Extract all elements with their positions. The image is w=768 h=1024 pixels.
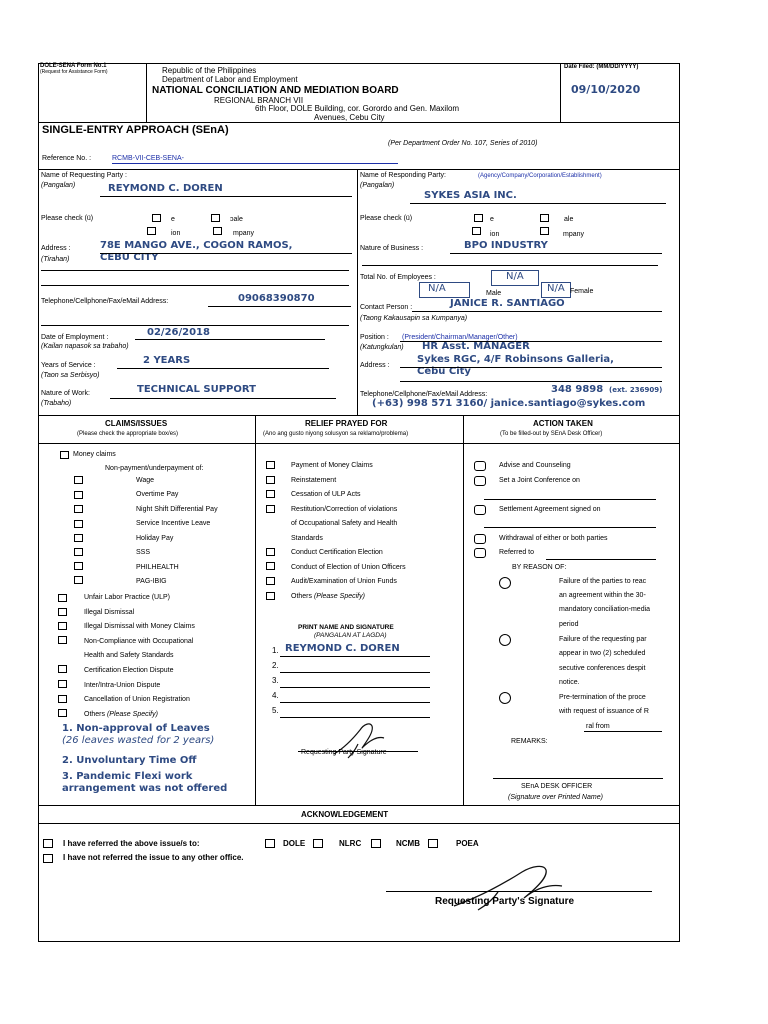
dole-checkbox[interactable] [265, 839, 275, 848]
illegal-dismissal-checkbox[interactable] [58, 608, 67, 616]
relief-others-checkbox[interactable] [266, 592, 275, 600]
sub-item: Service Incentive Leave [136, 520, 211, 527]
office-address-line2: Avenues, Cebu City [314, 113, 385, 122]
holiday-pay-checkbox[interactable] [74, 534, 83, 542]
sub-item: Wage [136, 477, 155, 484]
relief-checkbox[interactable] [266, 505, 275, 513]
sub-item: Holiday Pay [136, 535, 174, 542]
reason-text: notice. [559, 679, 580, 686]
reason-text: mandatory conciliation-media [559, 606, 651, 613]
responding-union-checkbox[interactable] [472, 227, 481, 235]
responding-name-sub: (Pangalan) [360, 182, 395, 189]
relief-subtitle: (Ano ang gusto niyong solusyon sa reklamo/problema) [263, 431, 409, 437]
responding-name-label: Name of Responding Party: [360, 172, 446, 179]
claim-item: Certification Election Dispute [84, 667, 174, 674]
requesting-signature-label: Requesting Party Signature [301, 749, 387, 756]
requesting-male-label: e [171, 216, 175, 223]
department-order: (Per Department Order No. 107, Series of 2010) [388, 140, 538, 147]
issue-1[interactable]: 1. Non-approval of Leaves [62, 723, 210, 734]
union-dispute-checkbox[interactable] [58, 680, 67, 688]
not-referred-label: I have not referred the issue to any other office. [63, 853, 244, 862]
board-name: NATIONAL CONCILIATION AND MEDIATION BOARD [152, 85, 399, 96]
responding-phone-ext: (ext. 236909) [609, 386, 663, 394]
requesting-name-sub: (Pangalan) [41, 182, 76, 189]
office-address-line1: 6th Floor, DOLE Building, cor. Gorordo and Gen. Maxilom [255, 104, 460, 113]
nature-work[interactable]: TECHNICAL SUPPORT [137, 384, 256, 395]
claim-item: Inter/Intra-Union Dispute [84, 682, 161, 689]
reason-text: ral from [586, 723, 610, 730]
position-hint: (President/Chairman/Manager/Other) [402, 334, 518, 341]
issue-2[interactable]: 2. Unvoluntary Time Off [62, 755, 197, 766]
claim-item: Health and Safety Standards [84, 652, 174, 659]
issue-3[interactable]: 3. Pandemic Flexi work [62, 771, 193, 782]
requesting-check-label: Please check (ü) [41, 215, 94, 222]
reason-text: an agreement within the 30- [559, 592, 646, 599]
contact-person-sub: (Taong Kakausapin sa Kumpanya) [360, 315, 468, 322]
cancellation-checkbox[interactable] [58, 695, 67, 703]
dismissal-money-checkbox[interactable] [58, 622, 67, 630]
claims-title: CLAIMS/ISSUES [105, 419, 168, 428]
relief-item: Conduct Certification Election [291, 549, 383, 556]
date-filed-value[interactable]: 09/10/2020 [571, 83, 641, 96]
requesting-address-sub: (Tirahan) [41, 256, 70, 263]
contact-person-label: Contact Person : [360, 304, 413, 311]
republic-label: Republic of the Philippines [162, 66, 257, 75]
date-filed-label: Date Filed: (MM/DD/YYYY) [564, 64, 639, 70]
reason-text: period [559, 621, 579, 628]
ack-signature-label: Requesting Party's Signature [435, 896, 575, 907]
department-label: Department of Labor and Employment [162, 75, 298, 84]
female-employees: N/A [547, 283, 565, 294]
desk-officer-sub: (Signature over Printed Name) [508, 794, 603, 801]
settlement-checkbox[interactable] [474, 505, 486, 515]
relief-title: RELIEF PRAYED FOR [305, 419, 388, 428]
claim-item: Illegal Dismissal [84, 609, 135, 616]
dole-label: DOLE [283, 839, 306, 848]
money-claims-label: Money claims [73, 451, 116, 458]
employees-label: Total No. of Employees : [360, 274, 436, 281]
male-label: Male [486, 290, 502, 297]
referred-checkbox[interactable] [43, 839, 53, 848]
female-label: Female [570, 288, 594, 295]
claim-item: Cancellation of Union Registration [84, 696, 190, 703]
nature-work-sub: (Trabaho) [41, 400, 72, 407]
relief-item: Reinstatement [291, 477, 337, 484]
joint-conference-checkbox[interactable] [474, 476, 486, 486]
certification-checkbox[interactable] [58, 665, 67, 673]
night-shift-checkbox[interactable] [74, 505, 83, 513]
position-value[interactable]: HR Asst. MANAGER [422, 341, 530, 352]
action-item: Withdrawal of either or both parties [499, 535, 608, 542]
issue-1-detail: (26 leaves wasted for 2 years) [62, 735, 215, 746]
referred-checkbox[interactable] [474, 548, 486, 558]
advise-checkbox[interactable] [474, 461, 486, 471]
requesting-union-label: ion [171, 230, 181, 237]
sss-checkbox[interactable] [74, 548, 83, 556]
reason-text: with request of issuance of R [559, 708, 649, 715]
claim-item: Unfair Labor Practice (ULP) [84, 594, 170, 601]
remarks-label: REMARKS: [511, 738, 548, 745]
reason-text: secutive conferences despit [559, 665, 646, 672]
reason-2-radio[interactable] [499, 634, 511, 646]
ulp-checkbox[interactable] [58, 594, 67, 602]
requesting-name[interactable]: REYMOND C. DOREN [108, 183, 223, 194]
sub-item: PHILHEALTH [136, 564, 179, 571]
responding-phone-label: Telephone/Cellphone/Fax/eMail Address: [360, 391, 488, 398]
money-claims-checkbox[interactable] [60, 451, 69, 459]
requesting-company-checkbox[interactable] [213, 227, 222, 235]
reference-label: Reference No. : [42, 155, 92, 162]
reason-text: Failure of the parties to reac [559, 578, 647, 585]
requesting-union-checkbox[interactable] [147, 227, 156, 235]
sub-item: PAG-IBIG [136, 578, 167, 585]
pagibig-checkbox[interactable] [74, 576, 83, 584]
position-label: Position : [360, 334, 389, 341]
desk-officer-label: SEnA DESK OFFICER [521, 783, 593, 790]
acknowledgement-title: ACKNOWLEDGEMENT [301, 810, 389, 819]
signatory-num: 1. [272, 646, 279, 655]
claims-others-label: Others (Please Specify) [84, 711, 158, 718]
requesting-address-label: Address : [41, 245, 71, 252]
reason-text: appear in two (2) scheduled [559, 650, 646, 657]
requesting-female-checkbox[interactable] [211, 214, 220, 222]
responding-union-label: ion [490, 231, 500, 238]
nonpayment-label: Non-payment/underpayment of: [105, 465, 204, 472]
relief-item: Cessation of ULP Acts [291, 491, 361, 498]
responding-address-line1[interactable]: Sykes RGC, 4/F Robinsons Galleria, [417, 354, 614, 365]
responding-name-hint: (Agency/Company/Corporation/Establishment) [478, 173, 602, 179]
signatory-1-name[interactable]: REYMOND C. DOREN [285, 643, 400, 654]
responding-male-label: e [490, 216, 494, 223]
business-value[interactable]: BPO INDUSTRY [464, 240, 548, 251]
action-item: Set a Joint Conference on [499, 477, 580, 484]
action-title: ACTION TAKEN [533, 419, 593, 428]
responding-phone2[interactable]: (+63) 998 571 3160/ janice.santiago@sykes.com [372, 398, 646, 409]
responding-male-checkbox[interactable] [474, 214, 483, 222]
relief-checkbox[interactable] [266, 577, 275, 585]
years-service[interactable]: 2 YEARS [143, 355, 191, 366]
employment-date-sub: (Kailan napasok sa trabaho) [41, 343, 129, 350]
responding-check-label: Please check (ü) [360, 215, 413, 222]
employment-date[interactable]: 02/26/2018 [147, 327, 210, 338]
relief-checkbox[interactable] [266, 461, 275, 469]
overtime-checkbox[interactable] [74, 491, 83, 499]
poea-checkbox[interactable] [428, 839, 438, 848]
nlrc-label: NLRC [339, 839, 362, 848]
responding-company-checkbox[interactable] [540, 227, 549, 235]
responding-address-line2[interactable]: Cebu City [417, 366, 471, 377]
requesting-female-label: ↄale [230, 216, 243, 223]
responding-company-label: mpany [563, 231, 585, 238]
reference-value[interactable]: RCMB-VII-CEB-SENA- [112, 155, 184, 162]
male-employees: N/A [428, 283, 446, 294]
by-reason-label: BY REASON OF: [512, 564, 567, 571]
responding-female-checkbox[interactable] [540, 214, 549, 222]
reason-text: Pre-termination of the proce [559, 694, 646, 701]
signatory-num: 5. [272, 706, 279, 715]
relief-checkbox[interactable] [266, 490, 275, 498]
relief-item: Standards [291, 535, 323, 542]
requesting-address-line2[interactable]: CEBU CITY [100, 252, 159, 263]
requesting-name-label: Name of Requesting Party : [41, 172, 127, 179]
reason-text: Failure of the requesting par [559, 636, 647, 643]
requesting-address-line1[interactable]: 78E MANGO AVE., COGON RAMOS, [100, 240, 293, 251]
business-label: Nature of Business : [360, 245, 424, 252]
responding-name[interactable]: SYKES ASIA INC. [424, 190, 517, 201]
claim-item: Illegal Dismissal with Money Claims [84, 623, 195, 630]
reason-3-radio[interactable] [499, 692, 511, 704]
requesting-male-checkbox[interactable] [152, 214, 161, 222]
sub-item: Night Shift Differential Pay [136, 506, 218, 513]
requesting-phone-label: Telephone/Cellphone/Fax/eMail Address: [41, 298, 169, 305]
print-name-label: PRINT NAME AND SIGNATURE [298, 624, 394, 631]
years-service-sub: (Taon sa Serbisyo) [41, 372, 100, 379]
responding-phone1[interactable]: 348 9898 [551, 384, 604, 395]
signatory-num: 2. [272, 661, 279, 670]
nlrc-checkbox[interactable] [313, 839, 323, 848]
requesting-company-label: mpany [233, 230, 255, 237]
relief-item: Restitution/Correction of violations [291, 506, 398, 513]
ncmb-checkbox[interactable] [371, 839, 381, 848]
service-incentive-checkbox[interactable] [74, 520, 83, 528]
contact-person[interactable]: JANICE R. SANTIAGO [450, 298, 565, 309]
region-label: REGIONAL BRANCH VII [214, 96, 304, 105]
relief-checkbox[interactable] [266, 562, 275, 570]
employment-date-label: Date of Employment : [41, 334, 109, 341]
position-sub: (Katungkulan) [360, 344, 404, 351]
wage-checkbox[interactable] [74, 476, 83, 484]
not-referred-checkbox[interactable] [43, 854, 53, 863]
responding-address-label: Address : [360, 362, 390, 369]
signatory-num: 4. [272, 691, 279, 700]
reason-1-radio[interactable] [499, 577, 511, 589]
requesting-phone[interactable]: 09068390870 [238, 293, 315, 304]
sub-item: SSS [136, 549, 151, 556]
relief-others-label: Others (Please Specify) [291, 593, 365, 600]
occupational-checkbox[interactable] [58, 636, 67, 644]
form-title: SINGLE-ENTRY APPROACH (SEnA) [42, 124, 229, 136]
form-number: DOLE-SENA Form No.1 [40, 63, 107, 69]
claims-others-checkbox[interactable] [58, 709, 67, 717]
relief-item: of Occupational Safety and Health [291, 520, 398, 527]
responding-female-label: ale [564, 216, 574, 223]
action-item: Advise and Counseling [499, 462, 571, 469]
form-subtitle: (Request for Assistance Form) [40, 69, 108, 75]
signatory-num: 3. [272, 676, 279, 685]
claims-subtitle: (Please check the appropriate box/es) [77, 431, 179, 437]
relief-item: Payment of Money Claims [291, 462, 373, 469]
philhealth-checkbox[interactable] [74, 562, 83, 570]
years-service-label: Years of Service : [41, 362, 96, 369]
relief-item: Conduct of Election of Union Officers [291, 564, 406, 571]
relief-checkbox[interactable] [266, 476, 275, 484]
relief-checkbox[interactable] [266, 548, 275, 556]
referred-label: I have referred the above issue/s to: [63, 839, 200, 848]
action-subtitle: (To be filled-out by SEnA Desk Officer) [500, 431, 603, 437]
ncmb-label: NCMB [396, 839, 420, 848]
claim-item: Non-Compliance with Occupational [84, 638, 194, 645]
nature-work-label: Nature of Work: [41, 390, 90, 397]
poea-label: POEA [456, 839, 479, 848]
action-item: Settlement Agreement signed on [499, 506, 601, 513]
withdrawal-checkbox[interactable] [474, 534, 486, 544]
action-item: Referred to [499, 549, 535, 556]
print-name-sub: (PANGALAN AT LAGDA) [314, 632, 387, 639]
sub-item: Overtime Pay [136, 491, 179, 498]
relief-item: Audit/Examination of Union Funds [291, 578, 397, 585]
issue-3-detail: arrangement was not offered [62, 783, 228, 794]
total-employees: N/A [506, 271, 524, 282]
